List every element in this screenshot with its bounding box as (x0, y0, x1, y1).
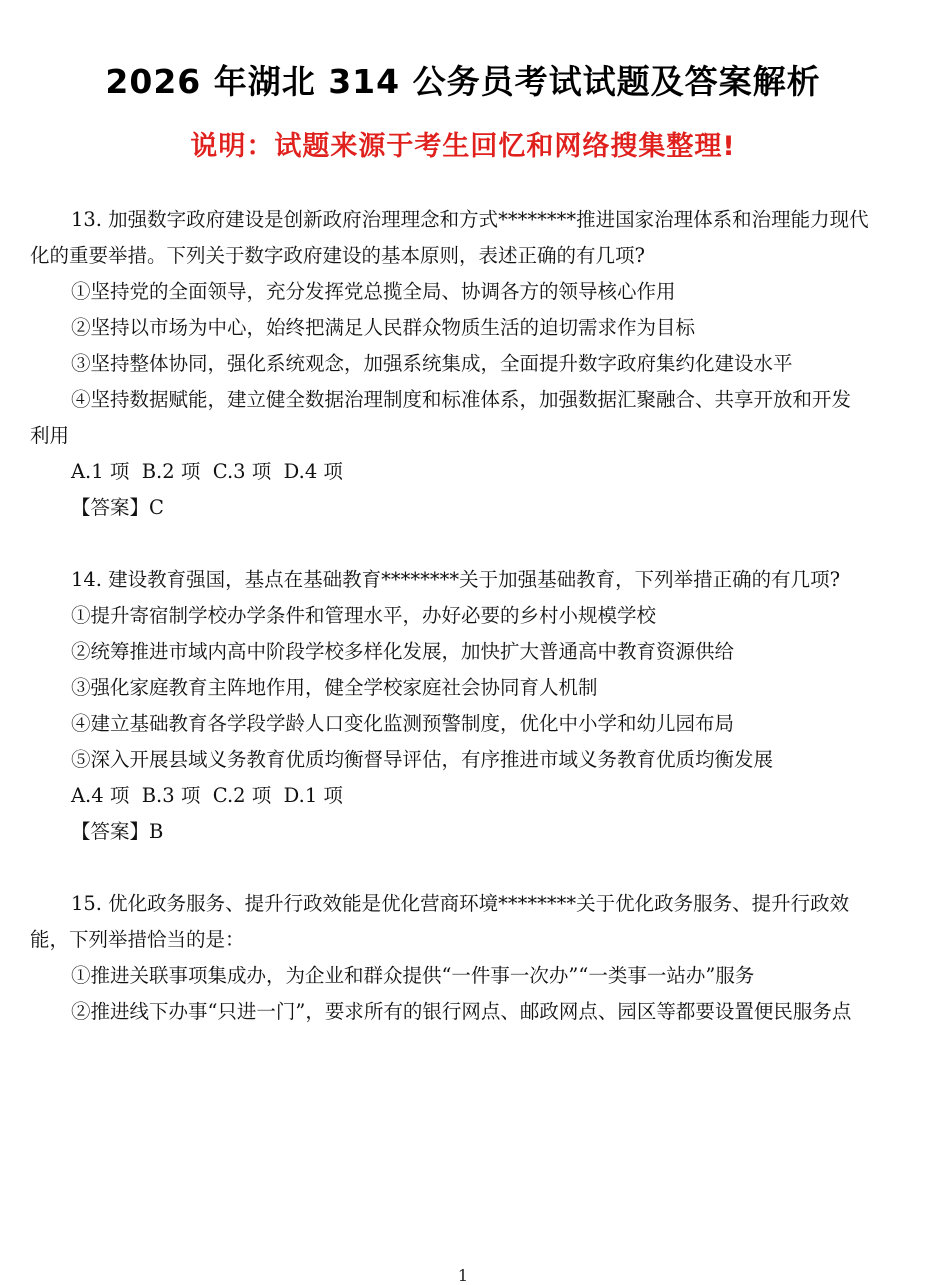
question-list (30, 202, 870, 1030)
question-15 (30, 886, 870, 1030)
question-statement: ③坚持整体协同，强化系统观念，加强系统集成，全面提升数字政府集约化建设水平 (70, 352, 793, 375)
question-statement: ④坚持数据赋能，建立健全数据治理制度和标准体系，加强数据汇聚融合、共享开放和开发利用 (30, 388, 851, 447)
question-statement: ③强化家庭教育主阵地作用，健全学校家庭社会协同育人机制 (70, 676, 598, 699)
source-note: 说明：试题来源于考生回忆和网络搜集整理! (190, 131, 736, 162)
question-statement: ⑤深入开展县域义务教育优质均衡督导评估，有序推进市域义务教育优质均衡发展 (70, 748, 773, 771)
question-statement: ②推进线下办事“只进一门”，要求所有的银行网点、邮政网点、园区等都要设置便民服务点 (70, 1000, 852, 1023)
question-statement: ④建立基础教育各学段学龄人口变化监测预警制度，优化中小学和幼儿园布局 (70, 712, 734, 735)
question-statement: ②坚持以市场为中心，始终把满足人民群众物质生活的迫切需求作为目标 (70, 316, 695, 339)
question-statement: ①提升寄宿制学校办学条件和管理水平，办好必要的乡村小规模学校 (70, 604, 656, 627)
answer-options: A.1 项 B.2 项 C.3 项 D.4 项 (70, 460, 343, 483)
question-stem: 13. 加强数字政府建设是创新政府治理理念和方式********推进国家治理体系和治理能力现代化的重要举措。下列关于数字政府建设的基本原则，表述正确的有几项? (30, 208, 869, 267)
spacer (30, 526, 870, 562)
answer-key: 【答案】B (70, 820, 164, 843)
question-stem: 14. 建设教育强国，基点在基础教育********关于加强基础教育，下列举措正确的有几项? (70, 568, 841, 591)
page-number: 1 (457, 1266, 469, 1285)
question-statement: ②统筹推进市域内高中阶段学校多样化发展，加快扩大普通高中教育资源供给 (70, 640, 734, 663)
document-title: 2026 年湖北 314 公务员考试试题及答案解析 (105, 62, 821, 101)
spacer (30, 850, 870, 886)
question-statement: ①推进关联事项集成办，为企业和群众提供“一件事一次办”“一类事一站办”服务 (70, 964, 755, 987)
question-stem: 15. 优化政务服务、提升行政效能是优化营商环境********关于优化政务服务、提升行政效能，下列举措恰当的是： (30, 892, 850, 951)
answer-key: 【答案】C (70, 496, 164, 519)
question-14 (30, 562, 870, 850)
question-13 (30, 202, 870, 526)
answer-options: A.4 项 B.3 项 C.2 项 D.1 项 (70, 784, 343, 807)
question-statement: ①坚持党的全面领导，充分发挥党总揽全局、协调各方的领导核心作用 (70, 280, 676, 303)
